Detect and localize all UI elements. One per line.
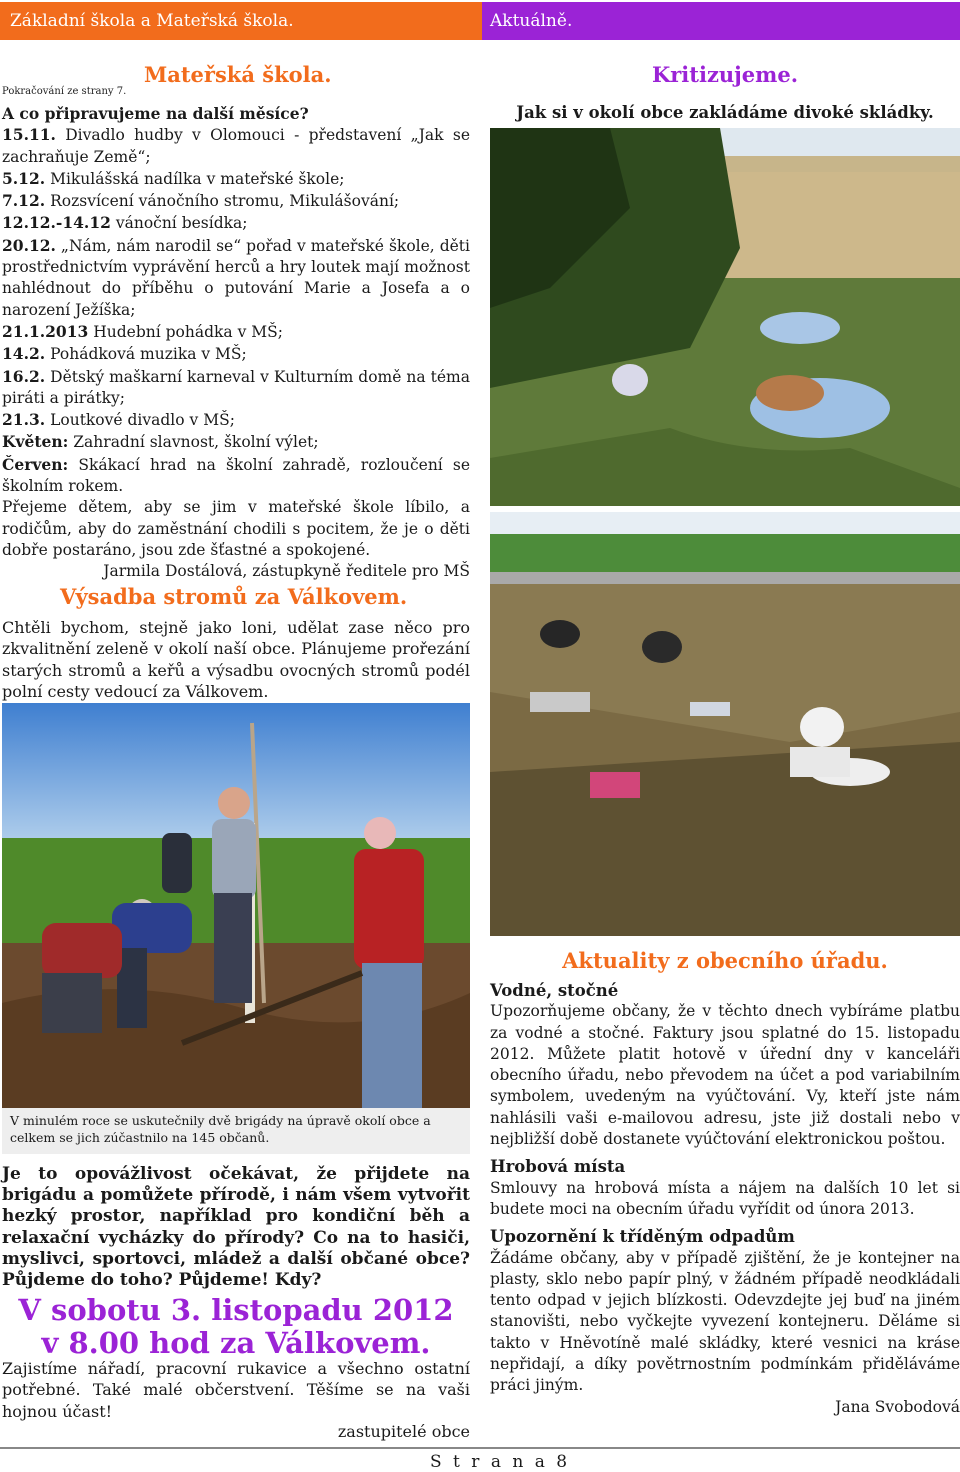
event-item (2, 321, 470, 343)
header-bar-right (482, 2, 960, 40)
event-date: 7.12. (2, 191, 46, 211)
event-date: Červen: (2, 454, 69, 474)
event-text: Dětský maškarní karneval v Kulturním domě na téma piráti a pirátky; (2, 367, 470, 407)
event-text: Hudební pohádka v MŠ; (88, 322, 283, 341)
event-date: Květen: (2, 432, 69, 452)
footer-divider (0, 1447, 960, 1449)
illegal-dump-photo-2 (490, 512, 960, 936)
event-date: 15.11. (2, 125, 56, 145)
illegal-dump-photo-1 (490, 128, 960, 506)
section-text: Upozorňujeme občany, že v těchto dnech vybíráme platbu za vodné a stočné. Faktury jsou splatné do 15. listopadu 2012. Můžete platit hotově v úřední dny v kanceláři obecního úřadu, nebo převodem na účet a pod variabilním symbolem, uvedeným na vyúčtování. Vy, kteří jste nám nahlásili vaši e-mailovou adresu, jste již dostali nebo v nejbližší době dostanete vyúčtování elektronickou poštou. (490, 1002, 960, 1149)
trees-title: Výsadba stromů za Válkovem. (60, 584, 408, 609)
header-left-title: Základní škola a Mateřská škola. (10, 11, 294, 31)
photo-caption: V minulém roce se uskutečnily dvě brigády na úpravě okolí obce a celkem se jich zúčastnilo na 145 občanů. (2, 1108, 470, 1154)
event-date: 5.12. (2, 168, 46, 188)
council-signature: zastupitelé obce (337, 1422, 470, 1441)
event-item (2, 366, 470, 410)
event-date: 12.12.-14.12 (2, 213, 111, 233)
section-graves (490, 1156, 960, 1220)
event-text: Mikulášská nadílka v mateřské škole; (45, 169, 345, 188)
brigade-appeal: Je to opovážlivost očekávat, že přijdete na brigádu a pomůžete přírodě, i nám všem vytvořit hezký prostor, například pro kondiční běh a relaxační vycházky do přírody? Co na to hasiči, myslivci, sportovci, mládež a další občané obce? Půjdeme do toho? Půjdeme! Kdy? (2, 1164, 470, 1291)
event-item (2, 409, 470, 431)
event-text: Rozsvícení vánočního stromu, Mikulášování; (45, 192, 400, 211)
event-text: Loutkové divadlo v MŠ; (45, 411, 235, 430)
plans-question: A co připravujeme na další měsíce? (2, 104, 309, 123)
event-date: 21.1.2013 (2, 321, 89, 341)
event-date-block (2, 1294, 470, 1360)
kindergarten-signature: Jarmila Dostálová, zástupkyně ředitele pro MŠ (103, 562, 470, 581)
criticism-subtitle: Jak si v okolí obce zakládáme divoké skládky. (516, 103, 934, 122)
section-water (490, 980, 960, 1150)
office-news (490, 980, 960, 1418)
tree-planting-photo (2, 703, 470, 1108)
provide-paragraph: Zajistíme nářadí, pracovní rukavice a všechno ostatní potřebné. Také malé občerstvení. Těšíme se na vaši hojnou účast! (2, 1359, 470, 1421)
criticism-title: Kritizujeme. (651, 62, 798, 87)
event-list (2, 124, 470, 497)
section-text: Žádáme občany, aby v případě zjištění, že je kontejner na plasty, sklo nebo papír plný, v žádném případě neodkládali tento odpad v jejich blízkosti. Odevzdejte jej buď na jiném stanovišti, nebo vyčkejte vyvezení kontejneru. Děláme si takto v Hněvotíně malé skládky, které vesnici na kráse nepřidají, a díky povětrnostním podmínkám přiděláváme práci jiným. (490, 1248, 960, 1395)
event-date: 16.2. (2, 366, 46, 386)
event-item (2, 168, 470, 190)
event-item (2, 343, 470, 365)
event-text: Divadlo hudby v Olomouci - představení „Jak se zachraňuje Země“; (2, 126, 470, 166)
section-heading: Hrobová místa (490, 1157, 626, 1177)
office-signature: Jana Svobodová (835, 1397, 960, 1416)
event-date-line2: v 8.00 hod za Válkovem. (41, 1326, 431, 1360)
event-text: Pohádková muzika v MŠ; (45, 345, 247, 364)
event-date-line1: V sobotu 3. listopadu 2012 (18, 1293, 454, 1327)
event-text: vánoční besídka; (110, 214, 248, 233)
section-waste (490, 1226, 960, 1396)
section-heading: Upozornění k tříděným odpadům (490, 1227, 795, 1247)
section-text: Smlouvy na hrobová místa a nájem na dalších 10 let si budete moci na obecním úřadu vyřídit od února 2013. (490, 1178, 960, 1218)
event-date: 20.12. (2, 235, 56, 255)
kindergarten-title: Mateřská škola. (144, 62, 332, 87)
kindergarten-article (2, 103, 470, 583)
event-text: Zahradní slavnost, školní výlet; (68, 433, 319, 452)
page-number: S t r a n a 8 (430, 1452, 571, 1472)
continuation-note: Pokračování ze strany 7. (2, 86, 127, 97)
event-item (2, 190, 470, 212)
event-date: 21.3. (2, 410, 46, 430)
event-item (2, 124, 470, 168)
event-date: 14.2. (2, 344, 46, 364)
event-text: „Nám, nám narodil se“ pořad v mateřské škole, děti prostřednictvím vyprávění herců a hry loutek mají možnost nahlédnout do příběhu o putování Marie a Josefa a o narození Ježíška; (2, 236, 470, 319)
trees-paragraph: Chtěli bychom, stejně jako loni, udělat zase něco pro zkvalitnění zeleně v okolí naší obce. Plánujeme prořezání starých stromů a keřů a výsadbu ovocných stromů podél polní cesty vedoucí za Válkovem. (2, 618, 470, 701)
office-news-title: Aktuality z obecního úřadu. (562, 948, 888, 973)
wish-paragraph: Přejeme dětem, aby se jim v mateřské škole líbilo, a rodičům, aby do zaměstnání chodili s pocitem, že je o děti dobře postaráno, jsou zde šťastné a spokojené. (2, 498, 470, 559)
event-item (2, 454, 470, 498)
event-text: Skákací hrad na školní zahradě, rozloučení se školním rokem. (2, 455, 470, 496)
header-bar-left (0, 2, 482, 40)
header-right-title: Aktuálně. (490, 11, 573, 31)
event-item (2, 431, 470, 453)
event-item (2, 235, 470, 321)
section-heading: Vodné, stočné (490, 981, 619, 1000)
event-item (2, 212, 470, 234)
